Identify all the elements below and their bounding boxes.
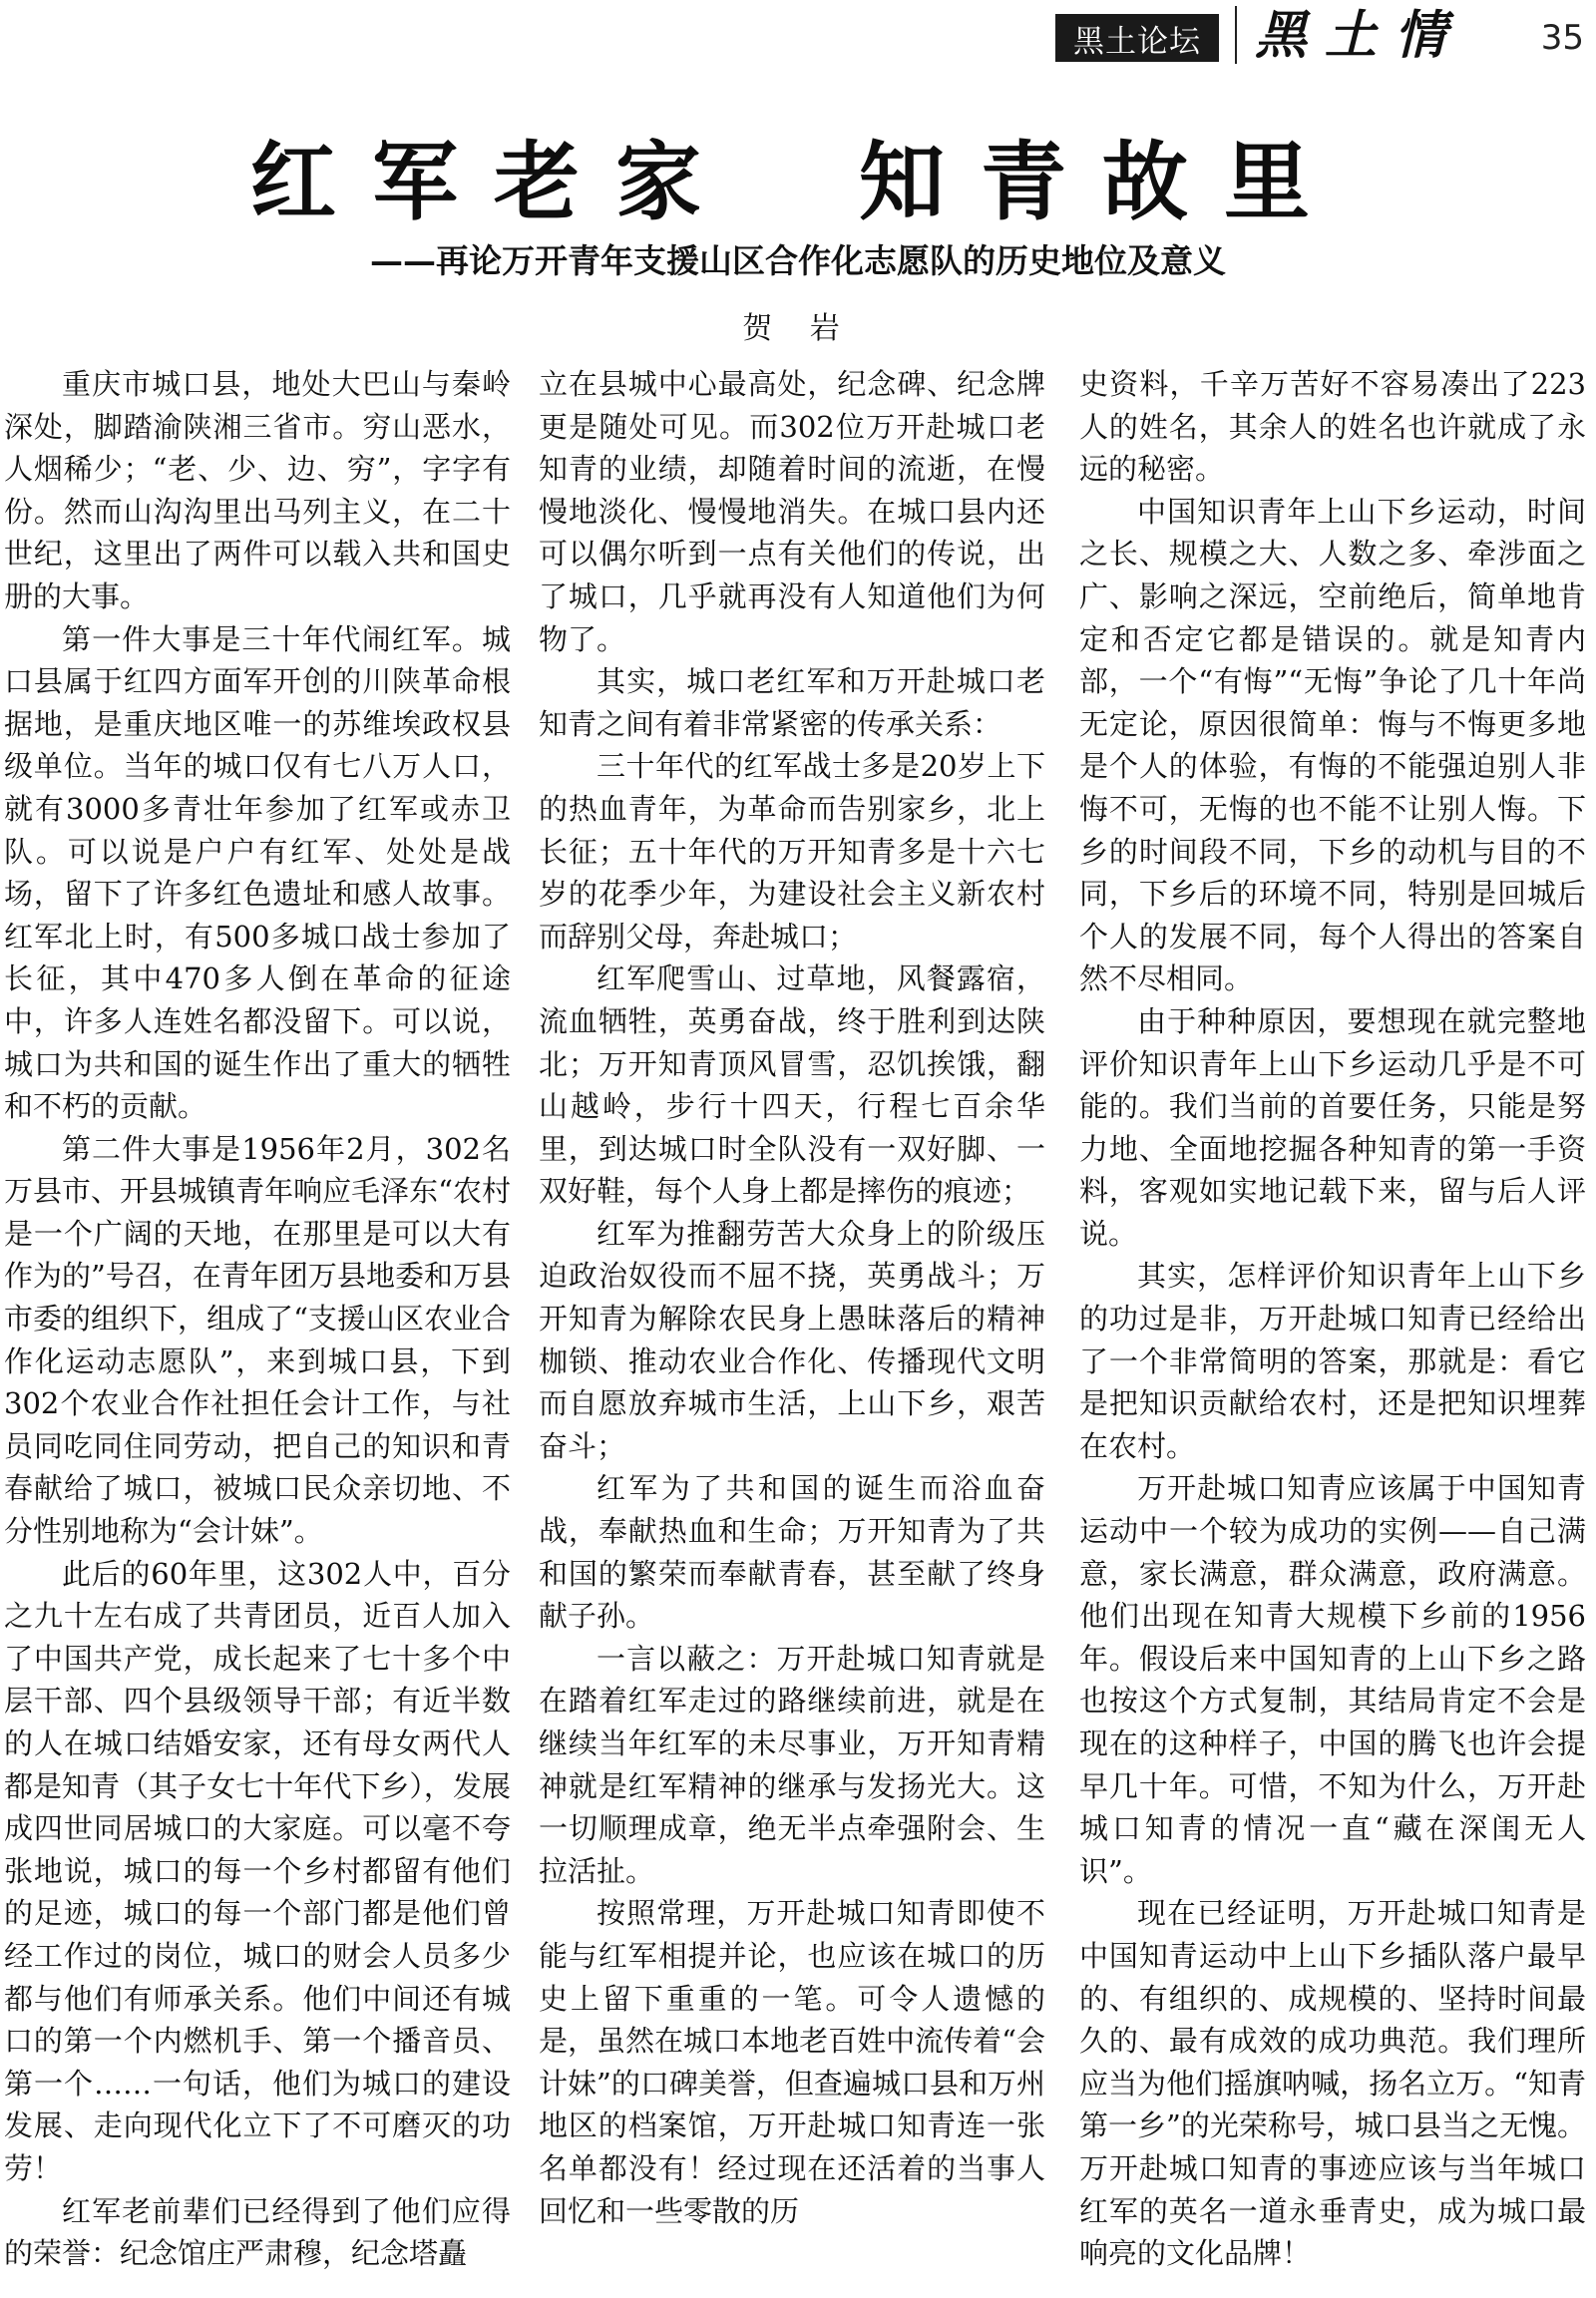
paragraph: 现在已经证明，万开赴城口知青是中国知青运动中上山下乡插队落户最早的、有组织的、成规模的、坚持时间最久的、最有成效的成功典范。我们理所应当为他们摇旗呐喊，扬名立万。“知青第一乡”的光荣称号，城口县当之无愧。万开赴城口知青的事迹应该与当年城口红军的英名一道永垂青史，成为城口最响亮的文化品牌！ <box>1079 1896 1586 2271</box>
paragraph: 红军为了共和国的诞生而浴血奋战，奉献热血和生命；万开知青为了共和国的繁荣而奉献青春，甚至献了终身献子孙。 <box>539 1471 1045 1634</box>
paragraph: 万开赴城口知青应该属于中国知青运动中一个较为成功的实例——自己满意，家长满意，群众满意，政府满意。他们出现在知青大规模下乡前的1956年。假设后来中国知青的上山下乡之路也按这个方式复制，其结局肯定不会是现在的这种样子，中国的腾飞也许会提早几十年。可惜，不知为什么，万开赴城口知青的情况一直“藏在深闺无人识”。 <box>1079 1471 1586 1888</box>
paragraph: 三十年代的红军战士多是20岁上下的热血青年，为革命而告别家乡，北上长征；五十年代的万开知青多是十六七岁的花季少年，为建设社会主义新农村而辞别父母，奔赴城口； <box>539 749 1045 954</box>
article-body <box>0 363 1596 2298</box>
magazine-brand: 黑土情 <box>1255 5 1465 66</box>
article-author: 贺 岩 <box>742 311 854 346</box>
paragraph: 其实，怎样评价知识青年上山下乡的功过是非，万开赴城口知青已经给出了一个非常简明的答案，那就是：看它是把知识贡献给农村，还是把知识埋葬在农村。 <box>1079 1259 1586 1463</box>
paragraph: 其实，城口老红军和万开赴城口老知青之间有着非常紧密的传承关系： <box>539 664 1045 741</box>
paragraph: 重庆市城口县，地处大巴山与秦岭深处，脚踏渝陕湘三省市。穷山恶水，人烟稀少；“老、少、边、穷”，字字有份。然而山沟沟里出马列主义，在二十世纪，这里出了两件可以载入共和国史册的大事。 <box>4 367 511 613</box>
paragraph: 立在县城中心最高处，纪念碑、纪念牌更是随处可见。而302位万开赴城口老知青的业绩，却随着时间的流逝，在慢慢地淡化、慢慢地消失。在城口县内还可以偶尔听到一点有关他们的传说，出了城口，几乎就再没有人知道他们为何物了。 <box>539 367 1045 656</box>
page-number: 35 <box>1540 18 1584 58</box>
paragraph: 按照常理，万开赴城口知青即使不能与红军相提并论，也应该在城口的历史上留下重重的一笔。可令人遗憾的是，虽然在城口本地老百姓中流传着“会计妹”的口碑美誉，但查遍城口县和万州地区的档案馆，万开赴城口知青连一张名单都没有！经过现在还活着的当事人回忆和一些零散的历 <box>539 1896 1045 2228</box>
article-subtitle: ——再论万开青年支援山区合作化志愿队的历史地位及意义 <box>370 241 1226 280</box>
text-column-2 <box>539 363 1045 2298</box>
paragraph: 红军为推翻劳苦大众身上的阶级压迫政治奴役而不屈不挠，英勇战斗；万开知青为解除农民身上愚昧落后的精神枷锁、推动农业合作化、传播现代文明而自愿放弃城市生活，上山下乡，艰苦奋斗； <box>539 1216 1045 1463</box>
section-tag: 黑土论坛 <box>1055 14 1219 62</box>
paragraph: 一言以蔽之：万开赴城口知青就是在踏着红军走过的路继续前进，就是在继续当年红军的未尽事业，万开知青精神就是红军精神的继承与发扬光大。这一切顺理成章，绝无半点牵强附会、生拉活扯。 <box>539 1641 1045 1888</box>
paragraph: 史资料，千辛万苦好不容易凑出了223人的姓名，其余人的姓名也许就成了永远的秘密。 <box>1079 367 1586 487</box>
text-column-1 <box>4 363 511 2298</box>
article-title: 红军老家 知青故里 <box>250 132 1346 232</box>
paragraph: 此后的60年里，这302人中，百分之九十左右成了共青团员，近百人加入了中国共产党，成长起来了七十多个中层干部、四个县级领导干部；有近半数的人在城口结婚安家，还有母女两代人都是知青（其子女七十年代下乡），发展成四世同居城口的大家庭。可以毫不夸张地说，城口的每一个乡村都留有他们的足迹，城口的每一个部门都是他们曾经工作过的岗位，城口的财会人员多少都与他们有师承关系。他们中间还有城口的第一个内燃机手、第一个播音员、第一个……一句话，他们为城口的建设发展、走向现代化立下了不可磨灭的功劳！ <box>4 1556 511 2185</box>
header-divider <box>1235 6 1237 64</box>
paragraph: 红军老前辈们已经得到了他们应得的荣誉：纪念馆庄严肃穆，纪念塔矗 <box>4 2193 511 2271</box>
paragraph: 红军爬雪山、过草地，风餐露宿，流血牺牲，英勇奋战，终于胜利到达陕北；万开知青顶风冒雪，忍饥挨饿，翻山越岭，步行十四天，行程七百余华里，到达城口时全队没有一双好脚、一双好鞋，每个人身上都是摔伤的痕迹； <box>539 961 1045 1209</box>
paragraph: 第一件大事是三十年代闹红军。城口县属于红四方面军开创的川陕革命根据地，是重庆地区唯一的苏维埃政权县级单位。当年的城口仅有七八万人口，就有3000多青壮年参加了红军或赤卫队。可以说是户户有红军、处处是战场，留下了许多红色遗址和感人故事。红军北上时，有500多城口战士参加了长征，其中470多人倒在革命的征途中，许多人连姓名都没留下。可以说，城口为共和国的诞生作出了重大的牺牲和不朽的贡献。 <box>4 621 511 1124</box>
text-column-3 <box>1079 363 1586 2298</box>
paragraph: 由于种种原因，要想现在就完整地评价知识青年上山下乡运动几乎是不可能的。我们当前的首要任务，只能是努力地、全面地挖掘各种知青的第一手资料，客观如实地记载下来，留与后人评说。 <box>1079 1003 1586 1251</box>
paragraph: 中国知识青年上山下乡运动，时间之长、规模之大、人数之多、牵涉面之广、影响之深远，空前绝后，简单地肯定和否定它都是错误的。就是知青内部，一个“有悔”“无悔”争论了几十年尚无定论，原因很简单：悔与不悔更多地是个人的体验，有悔的不能强迫别人非悔不可，无悔的也不能不让别人悔。下乡的时间段不同，下乡的动机与目的不同，下乡后的环境不同，特别是回城后个人的发展不同，每个人得出的答案自然不尽相同。 <box>1079 494 1586 996</box>
paragraph: 第二件大事是1956年2月，302名万县市、开县城镇青年响应毛泽东“农村是一个广阔的天地，在那里是可以大有作为的”号召，在青年团万县地委和万县市委的组织下，组成了“支援山区农业合作化运动志愿队”，来到城口县，下到302个农业合作社担任会计工作，与社员同吃同住同劳动，把自己的知识和青春献给了城口，被城口民众亲切地、不分性别地称为“会计妹”。 <box>4 1131 511 1549</box>
